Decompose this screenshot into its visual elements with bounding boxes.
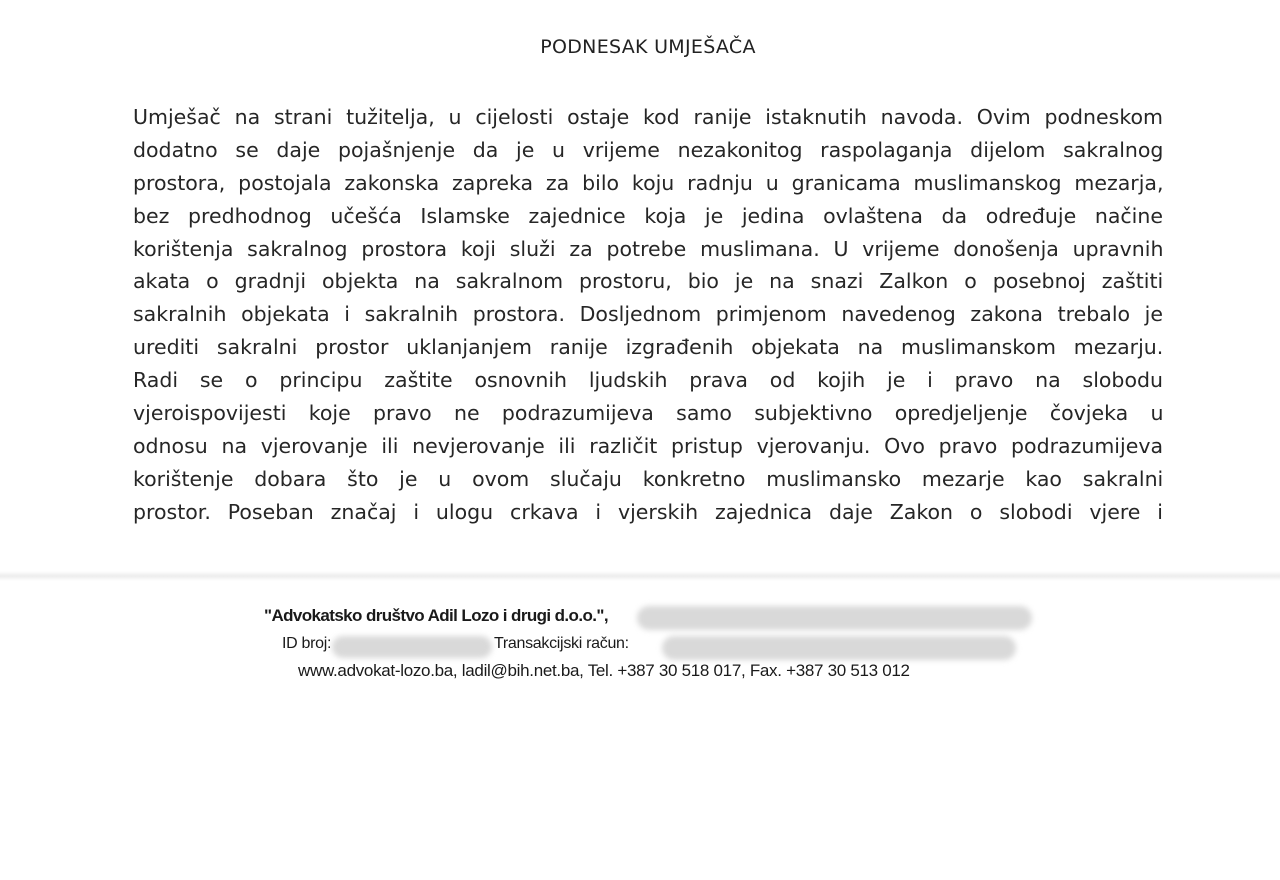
body-line-5: korištenja sakralnog prostora koji služi za potrebe muslimana. U vrijeme donošenja upravnih <box>133 236 1163 261</box>
body-line-8: urediti sakralni prostor uklanjanjem ranije izgrađenih objekata na muslimanskom mezarju. <box>133 335 1163 360</box>
footer-company-name: "Advokatsko društvo Adil Lozo i drugi d.o.o.", <box>264 606 608 625</box>
body-line-10: vjeroispovijesti koje pravo ne podrazumijeva samo subjektivno opredjeljenje čovjeka u <box>133 401 1163 426</box>
body-line-13: prostor. Poseban značaj i ulogu crkava i vjerskih zajednica daje Zakon o slobodi vjere i <box>133 499 1163 524</box>
body-line-6: akata o gradnji objekta na sakralnom prostoru, bio je na snazi Zalkon o posebnoj zaštiti <box>133 269 1163 294</box>
body-line-9: Radi se o principu zaštite osnovnih ljudskih prava od kojih je i pravo na slobodu <box>133 368 1163 393</box>
body-line-2: dodatno se daje pojašnjenje da je u vrijeme nezakonitog raspolaganja dijelom sakralnog <box>133 137 1163 162</box>
body-line-4: bez predhodnog učešća Islamske zajednice koja je jedina ovlaštena da određuje načine <box>133 203 1163 228</box>
document-title: PODNESAK UMJEŠAČA <box>540 36 756 58</box>
footer-id-label: ID broj: <box>282 635 332 652</box>
redacted-address <box>637 606 1032 630</box>
redacted-account-number <box>662 636 1016 660</box>
footer-account-label: Transakcijski račun: <box>494 635 629 652</box>
body-line-12: korištenje dobara što je u ovom slučaju konkretno muslimansko mezarje kao sakralni <box>133 466 1163 491</box>
document-body <box>133 101 1163 529</box>
body-line-1: Umješač na strani tužitelja, u cijelosti ostaje kod ranije istaknutih navoda. Ovim podneskom <box>133 105 1163 129</box>
page-divider <box>0 571 1280 581</box>
body-line-11: odnosu na vjerovanje ili nevjerovanje ili različit pristup vjerovanju. Ovo pravo podrazumijeva <box>133 433 1163 458</box>
body-line-7: sakralnih objekata i sakralnih prostora. Dosljednom primjenom navedenog zakona trebalo je <box>133 302 1163 327</box>
body-line-3: prostora, postojala zakonska zapreka za bilo koju radnju u granicama muslimanskog mezarja, <box>133 170 1163 195</box>
footer-contact: www.advokat-lozo.ba, ladil@bih.net.ba, Tel. +387 30 518 017, Fax. +387 30 513 012 <box>298 661 910 680</box>
redacted-id-number <box>332 636 492 658</box>
